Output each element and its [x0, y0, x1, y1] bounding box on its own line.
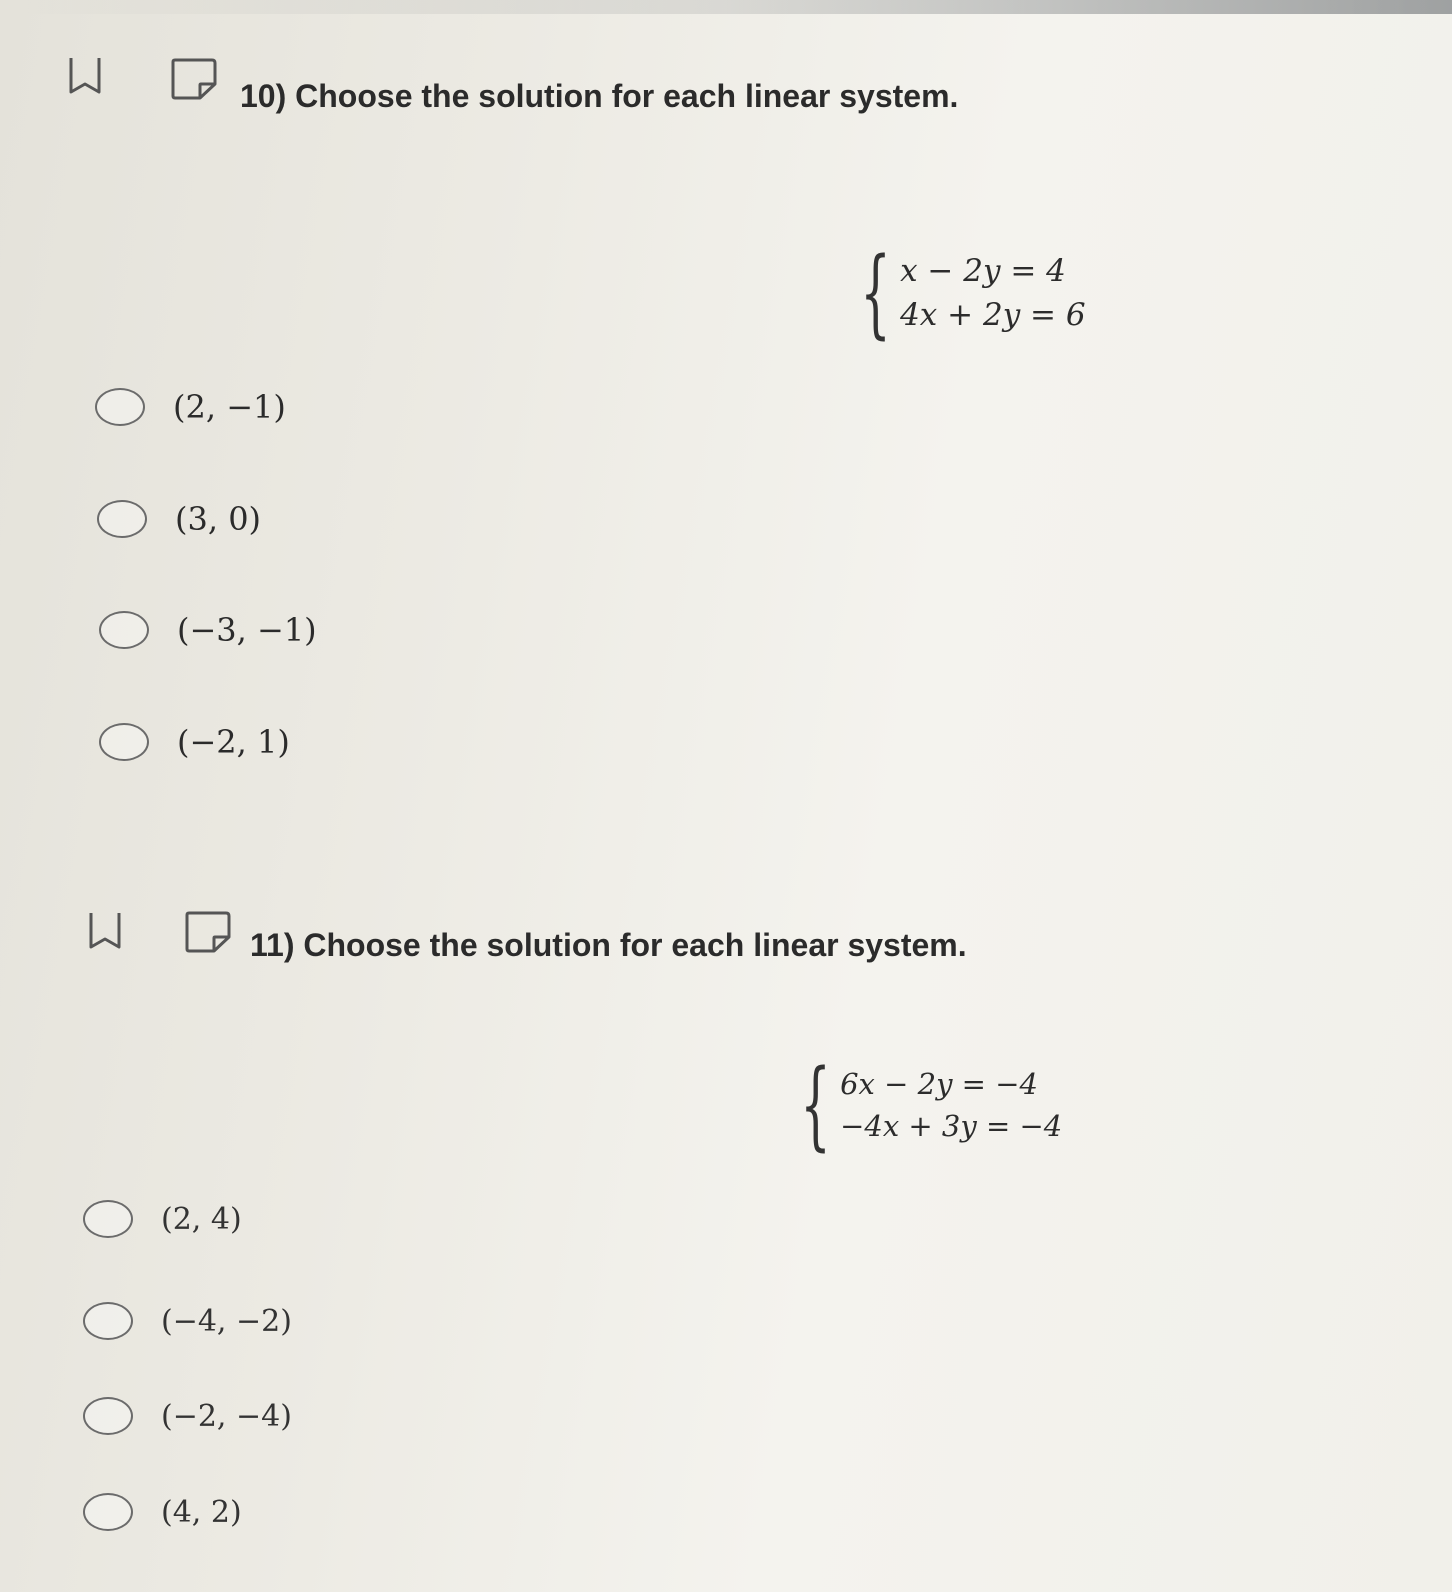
note-icon[interactable] [168, 58, 218, 100]
question-header [0, 895, 1452, 963]
radio-button[interactable] [83, 1200, 133, 1238]
question-11 [0, 895, 1452, 1530]
equation-1: x − 2y = 4 [900, 253, 1066, 289]
linear-system [785, 1049, 1063, 1161]
option-label: (2, 4) [161, 1201, 242, 1237]
radio-button[interactable] [95, 388, 145, 426]
option-2[interactable] [97, 500, 261, 538]
equation-2: −4x + 3y = −4 [840, 1109, 1063, 1143]
top-strip [0, 0, 1452, 14]
radio-button[interactable] [83, 1302, 133, 1340]
brace-symbol: { [800, 1049, 831, 1161]
question-header [0, 40, 1452, 114]
option-label: (−4, −2) [161, 1303, 292, 1339]
equation-1: 6x − 2y = −4 [840, 1067, 1038, 1101]
option-1[interactable] [83, 1200, 242, 1238]
question-title: 11) Choose the solution for each linear system. [250, 927, 967, 963]
bookmark-icon[interactable] [88, 911, 122, 949]
radio-button[interactable] [83, 1397, 133, 1435]
question-10 [0, 40, 1452, 761]
bookmark-icon[interactable] [68, 56, 102, 94]
note-icon[interactable] [182, 911, 232, 953]
question-title: 10) Choose the solution for each linear system. [240, 78, 959, 114]
option-label: (−2, 1) [177, 723, 290, 761]
option-3[interactable] [99, 611, 317, 649]
option-label: (3, 0) [175, 500, 262, 538]
linear-system [845, 237, 1086, 349]
equation-2: 4x + 2y = 6 [900, 297, 1086, 333]
radio-button[interactable] [99, 611, 149, 649]
option-4[interactable] [83, 1493, 242, 1531]
radio-button[interactable] [99, 723, 149, 761]
option-2[interactable] [83, 1302, 292, 1340]
radio-button[interactable] [97, 500, 147, 538]
brace-symbol: { [860, 237, 891, 349]
option-label: (2, −1) [173, 388, 286, 426]
option-3[interactable] [83, 1397, 292, 1435]
option-label: (4, 2) [161, 1494, 242, 1530]
option-4[interactable] [99, 723, 290, 761]
option-1[interactable] [95, 388, 286, 426]
option-label: (−2, −4) [161, 1398, 292, 1434]
radio-button[interactable] [83, 1493, 133, 1531]
option-label: (−3, −1) [177, 611, 317, 649]
